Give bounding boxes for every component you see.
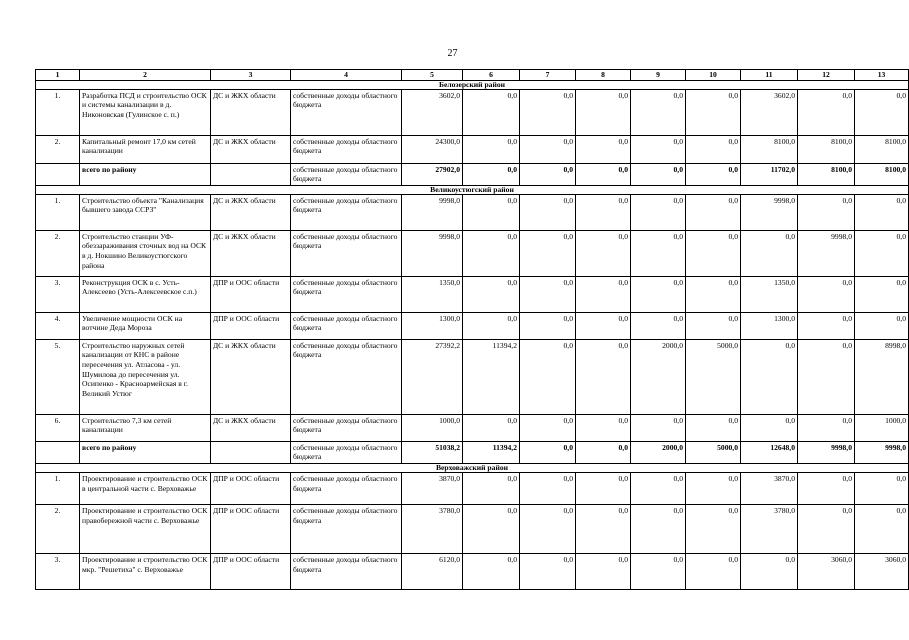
responsible: ДС и ЖКХ области — [211, 194, 291, 230]
value-cell: 0,0 — [631, 89, 686, 135]
funding-source: собственные доходы областного бюджета — [291, 230, 402, 276]
value-cell: 0,0 — [463, 472, 520, 504]
value-cell: 3870,0 — [741, 472, 798, 504]
value-cell: 0,0 — [798, 472, 855, 504]
funding-source: собственные доходы областного бюджета — [291, 414, 402, 441]
funding-source: собственные доходы областного бюджета — [291, 276, 402, 312]
total-value: 9998,0 — [798, 441, 855, 463]
total-value: 11702,0 — [741, 163, 798, 185]
value-cell: 0,0 — [576, 339, 631, 414]
value-cell: 1300,0 — [402, 312, 463, 339]
total-value: 0,0 — [631, 163, 686, 185]
table-row — [36, 312, 909, 339]
value-cell: 0,0 — [855, 504, 909, 553]
value-cell: 9998,0 — [402, 194, 463, 230]
region-name: Верховажский район — [36, 463, 909, 472]
value-cell: 0,0 — [463, 135, 520, 163]
value-cell: 0,0 — [520, 339, 576, 414]
value-cell: 9998,0 — [798, 230, 855, 276]
header-cell: 6 — [463, 70, 520, 81]
total-value: 8100,0 — [855, 163, 909, 185]
value-cell: 0,0 — [520, 553, 576, 589]
value-cell: 0,0 — [631, 194, 686, 230]
value-cell: 5000,0 — [686, 339, 741, 414]
header-cell: 10 — [686, 70, 741, 81]
row-number: 6. — [36, 414, 80, 441]
responsible: ДПР и ООС области — [211, 312, 291, 339]
value-cell: 0,0 — [686, 89, 741, 135]
item-name: Капитальный ремонт 17,0 км сетей канализации — [80, 135, 211, 163]
funding-source: собственные доходы областного бюджета — [291, 504, 402, 553]
value-cell: 0,0 — [520, 504, 576, 553]
value-cell: 0,0 — [686, 194, 741, 230]
responsible: ДС и ЖКХ области — [211, 414, 291, 441]
header-cell: 8 — [576, 70, 631, 81]
value-cell: 0,0 — [520, 276, 576, 312]
value-cell: 0,0 — [855, 472, 909, 504]
funding-source: собственные доходы областного бюджета — [291, 441, 402, 463]
funding-source: собственные доходы областного бюджета — [291, 472, 402, 504]
header-cell: 4 — [291, 70, 402, 81]
region-row — [36, 185, 909, 194]
value-cell: 0,0 — [686, 553, 741, 589]
responsible: ДПР и ООС области — [211, 504, 291, 553]
header-row — [36, 70, 909, 81]
responsible: ДС и ЖКХ области — [211, 339, 291, 414]
budget-table — [35, 69, 909, 590]
total-value: 27902,0 — [402, 163, 463, 185]
funding-source: собственные доходы областного бюджета — [291, 339, 402, 414]
value-cell: 0,0 — [631, 553, 686, 589]
value-cell: 0,0 — [576, 230, 631, 276]
total-value: 0,0 — [576, 441, 631, 463]
funding-source: собственные доходы областного бюджета — [291, 312, 402, 339]
value-cell: 0,0 — [631, 472, 686, 504]
value-cell: 9998,0 — [402, 230, 463, 276]
region-row — [36, 463, 909, 472]
responsible: ДС и ЖКХ области — [211, 230, 291, 276]
value-cell: 0,0 — [686, 230, 741, 276]
total-value: 0,0 — [576, 163, 631, 185]
value-cell: 9998,0 — [741, 194, 798, 230]
value-cell: 0,0 — [520, 89, 576, 135]
value-cell: 0,0 — [855, 276, 909, 312]
value-cell: 0,0 — [463, 194, 520, 230]
value-cell: 8100,0 — [798, 135, 855, 163]
value-cell: 0,0 — [463, 89, 520, 135]
total-row — [36, 163, 909, 185]
responsible: ДС и ЖКХ области — [211, 89, 291, 135]
value-cell: 0,0 — [576, 135, 631, 163]
item-name: Проектирование и строительство ОСК в центральной части с. Верховажье — [80, 472, 211, 504]
value-cell: 0,0 — [798, 276, 855, 312]
table-row — [36, 339, 909, 414]
header-cell: 3 — [211, 70, 291, 81]
value-cell: 0,0 — [520, 194, 576, 230]
value-cell: 0,0 — [798, 312, 855, 339]
row-number: 1. — [36, 89, 80, 135]
value-cell: 3602,0 — [402, 89, 463, 135]
row-number: 4. — [36, 312, 80, 339]
total-label: всего по району — [80, 163, 211, 185]
value-cell: 0,0 — [686, 276, 741, 312]
total-blank — [36, 441, 80, 463]
value-cell: 0,0 — [576, 472, 631, 504]
value-cell: 1350,0 — [741, 276, 798, 312]
value-cell: 2000,0 — [631, 339, 686, 414]
total-value: 0,0 — [686, 163, 741, 185]
value-cell: 0,0 — [576, 276, 631, 312]
value-cell: 1300,0 — [741, 312, 798, 339]
value-cell: 0,0 — [520, 472, 576, 504]
value-cell: 0,0 — [463, 230, 520, 276]
table-row — [36, 504, 909, 553]
header-cell: 13 — [855, 70, 909, 81]
value-cell: 0,0 — [520, 414, 576, 441]
value-cell: 0,0 — [520, 230, 576, 276]
value-cell: 0,0 — [686, 504, 741, 553]
value-cell: 24300,0 — [402, 135, 463, 163]
value-cell: 0,0 — [686, 312, 741, 339]
header-cell: 11 — [741, 70, 798, 81]
value-cell: 0,0 — [631, 414, 686, 441]
row-number: 3. — [36, 276, 80, 312]
funding-source: собственные доходы областного бюджета — [291, 194, 402, 230]
header-cell: 2 — [80, 70, 211, 81]
total-blank — [211, 441, 291, 463]
table-row — [36, 553, 909, 589]
total-value: 5000,0 — [686, 441, 741, 463]
responsible: ДС и ЖКХ области — [211, 135, 291, 163]
header-cell: 9 — [631, 70, 686, 81]
value-cell: 0,0 — [576, 414, 631, 441]
value-cell: 0,0 — [463, 414, 520, 441]
value-cell: 8100,0 — [855, 135, 909, 163]
value-cell: 0,0 — [855, 312, 909, 339]
item-name: Разработка ПСД и строительство ОСК и системы канализации в д. Никоновская (Гулинское с. п.) — [80, 89, 211, 135]
row-number: 2. — [36, 504, 80, 553]
row-number: 2. — [36, 230, 80, 276]
funding-source: собственные доходы областного бюджета — [291, 163, 402, 185]
value-cell: 0,0 — [631, 276, 686, 312]
value-cell: 0,0 — [741, 414, 798, 441]
total-value: 8100,0 — [798, 163, 855, 185]
funding-source: собственные доходы областного бюджета — [291, 135, 402, 163]
row-number: 1. — [36, 194, 80, 230]
value-cell: 0,0 — [631, 504, 686, 553]
value-cell: 3870,0 — [402, 472, 463, 504]
total-blank — [36, 163, 80, 185]
item-name: Строительство 7,3 км сетей канализации — [80, 414, 211, 441]
value-cell: 0,0 — [798, 504, 855, 553]
page-number: 27 — [447, 48, 458, 59]
value-cell: 0,0 — [631, 135, 686, 163]
total-value: 11394,2 — [463, 441, 520, 463]
value-cell: 0,0 — [520, 312, 576, 339]
value-cell: 6120,0 — [402, 553, 463, 589]
value-cell: 1000,0 — [402, 414, 463, 441]
value-cell: 0,0 — [576, 194, 631, 230]
region-name: Белозерский район — [36, 80, 909, 89]
row-number: 1. — [36, 472, 80, 504]
total-value: 12648,0 — [741, 441, 798, 463]
value-cell: 1350,0 — [402, 276, 463, 312]
value-cell: 8100,0 — [741, 135, 798, 163]
item-name: Реконструкция ОСК в с. Усть-Алексеево (Усть-Алексеевское с.п.) — [80, 276, 211, 312]
value-cell: 1000,0 — [855, 414, 909, 441]
value-cell: 0,0 — [520, 135, 576, 163]
responsible: ДПР и ООС области — [211, 276, 291, 312]
total-row — [36, 441, 909, 463]
value-cell: 0,0 — [855, 194, 909, 230]
item-name: Проектирование и строительство ОСК мкр. "Решетиха" с. Верховажье — [80, 553, 211, 589]
value-cell: 0,0 — [798, 414, 855, 441]
row-number: 5. — [36, 339, 80, 414]
header-cell: 7 — [520, 70, 576, 81]
value-cell: 0,0 — [741, 339, 798, 414]
value-cell: 0,0 — [855, 89, 909, 135]
header-cell: 1 — [36, 70, 80, 81]
total-blank — [211, 163, 291, 185]
total-value: 0,0 — [520, 163, 576, 185]
value-cell: 0,0 — [798, 339, 855, 414]
item-name: Строительство станции УФ-обеззараживания сточных вод на ОСК в д. Нокшино Великоустюгского района — [80, 230, 211, 276]
value-cell: 0,0 — [798, 89, 855, 135]
value-cell: 0,0 — [576, 553, 631, 589]
value-cell: 0,0 — [798, 194, 855, 230]
value-cell: 27392,2 — [402, 339, 463, 414]
value-cell: 0,0 — [855, 230, 909, 276]
header-cell: 5 — [402, 70, 463, 81]
value-cell: 0,0 — [463, 276, 520, 312]
value-cell: 0,0 — [463, 312, 520, 339]
value-cell: 3780,0 — [402, 504, 463, 553]
value-cell: 3060,0 — [855, 553, 909, 589]
value-cell: 0,0 — [686, 135, 741, 163]
value-cell: 8998,0 — [855, 339, 909, 414]
value-cell: 0,0 — [631, 312, 686, 339]
table-row — [36, 135, 909, 163]
item-name: Увеличение мощности ОСК на вотчине Деда Мороза — [80, 312, 211, 339]
row-number: 2. — [36, 135, 80, 163]
total-label: всего по району — [80, 441, 211, 463]
total-value: 0,0 — [520, 441, 576, 463]
value-cell: 0,0 — [741, 553, 798, 589]
row-number: 3. — [36, 553, 80, 589]
total-value: 9998,0 — [855, 441, 909, 463]
value-cell: 0,0 — [686, 414, 741, 441]
table-row — [36, 194, 909, 230]
table-row — [36, 89, 909, 135]
value-cell: 0,0 — [576, 312, 631, 339]
value-cell: 0,0 — [576, 504, 631, 553]
table-row — [36, 276, 909, 312]
value-cell: 0,0 — [741, 230, 798, 276]
value-cell: 0,0 — [631, 230, 686, 276]
region-row — [36, 80, 909, 89]
value-cell: 0,0 — [463, 553, 520, 589]
funding-source: собственные доходы областного бюджета — [291, 553, 402, 589]
value-cell: 0,0 — [576, 89, 631, 135]
total-value: 2000,0 — [631, 441, 686, 463]
region-name: Великоустюгский район — [36, 185, 909, 194]
total-value: 0,0 — [463, 163, 520, 185]
table-row — [36, 414, 909, 441]
item-name: Строительство наружных сетей канализации от КНС в районе пересечения ул. Атласова - ул. Шумилова до пересечения ул. Осипенко - Красноармейская в г. Великий Устюг — [80, 339, 211, 414]
value-cell: 0,0 — [463, 504, 520, 553]
total-value: 51038,2 — [402, 441, 463, 463]
table-row — [36, 472, 909, 504]
responsible: ДПР и ООС области — [211, 553, 291, 589]
value-cell: 3060,0 — [798, 553, 855, 589]
responsible: ДПР и ООС области — [211, 472, 291, 504]
funding-source: собственные доходы областного бюджета — [291, 89, 402, 135]
item-name: Проектирование и строительство ОСК правобережной части с. Верховажье — [80, 504, 211, 553]
value-cell: 3602,0 — [741, 89, 798, 135]
value-cell: 0,0 — [686, 472, 741, 504]
header-cell: 12 — [798, 70, 855, 81]
table-row — [36, 230, 909, 276]
value-cell: 3780,0 — [741, 504, 798, 553]
value-cell: 11394,2 — [463, 339, 520, 414]
item-name: Строительство объекта "Канализация бывшего завода ССРЗ" — [80, 194, 211, 230]
